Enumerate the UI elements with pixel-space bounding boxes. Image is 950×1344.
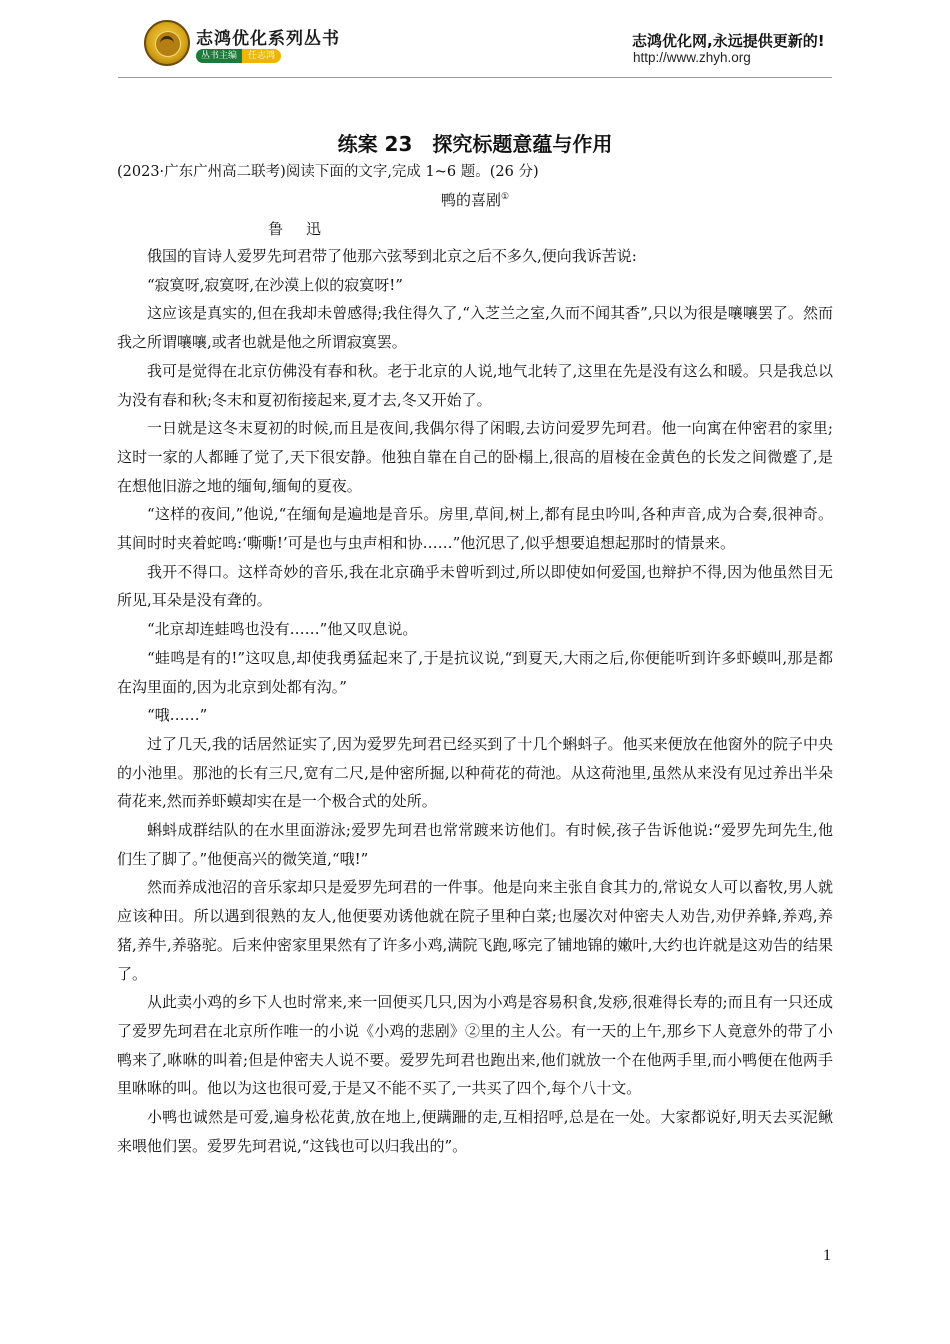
paragraph: 然而养成池沼的音乐家却只是爱罗先珂君的一件事。他是向来主张自食其力的,常说女人可以畜牧,男人就应该种田。所以遇到很熟的友人,他便要劝诱他就在院子里种白菜;也屡次对仲密夫人劝告,劝伊养蜂,养鸡,养猪,养牛,养骆驼。后来仲密家里果然有了许多小鸡,满院飞跑,啄完了铺地锦的嫩叶,大约也许就是这劝告的结果了。 <box>117 878 833 983</box>
editor-label: 丛书主编 <box>196 49 242 63</box>
exercise-title: 练案 23 探究标题意蕴与作用 <box>337 132 613 156</box>
article-author: 鲁 迅 <box>268 220 326 238</box>
article-title-footnote-marker: ① <box>500 192 510 202</box>
paragraph: 从此卖小鸡的乡下人也时常来,来一回便买几只,因为小鸡是容易积食,发痧,很难得长寿的;而且有一只还成了爱罗先珂君在北京所作唯一的小说《小鸡的悲剧》②里的主人公。有一天的上午,那乡下人竟意外的带了小鸭来了,咻咻的叫着;但是仲密夫人说不要。爱罗先珂君也跑出来,他们就放一个在他两手里,而小鸭便在他两手里咻咻的叫。他以为这也很可爱,于是又不能不买了,一共买了四个,每个八十文。 <box>117 993 833 1098</box>
article-title-text: 鸭的喜剧 <box>440 191 501 209</box>
paragraph: 这应该是真实的,但在我却未曾感得;我住得久了,“入芝兰之室,久而不闻其香”,只以为很是嚷嚷罢了。然而我之所谓嚷嚷,或者也就是他之所谓寂寞罢。 <box>117 304 833 352</box>
paragraph: “蛙鸣是有的!”这叹息,却使我勇猛起来了,于是抗议说,“到夏天,大雨之后,你便能听到许多虾蟆叫,那是都在沟里面的,因为北京到处都有沟。” <box>117 648 833 696</box>
paragraph: 我开不得口。这样奇妙的音乐,我在北京确乎未曾听到过,所以即使如何爱国,也辩护不得,因为他虽然目无所见,耳朵是没有聋的。 <box>117 562 833 610</box>
page-number: 1 <box>823 1247 831 1264</box>
site-url: http://www.zhyh.org <box>633 50 751 65</box>
header-slogan: 志鸿优化网,永远提供更新的! <box>632 32 825 50</box>
paragraph: “这样的夜间,”他说,“在缅甸是遍地是音乐。房里,草间,树上,都有昆虫吟叫,各种声音,成为合奏,很神奇。其间时时夹着蛇鸣:‘嘶嘶!’可是也与虫声相和协……”他沉思了,似乎想要追想起那时的情景来。 <box>117 505 833 553</box>
editor-bar <box>196 49 281 63</box>
article-body <box>117 242 833 1161</box>
zhihong-logo-icon <box>144 20 190 66</box>
paragraph: 蝌蚪成群结队的在水里面游泳;爱罗先珂君也常常踱来访他们。有时候,孩子告诉他说:“爱罗先珂先生,他们生了脚了。”他便高兴的微笑道,“哦!” <box>117 821 833 868</box>
paragraph: 我可是觉得在北京仿佛没有春和秋。老于北京的人说,地气北转了,这里在先是没有这么和暖。只是我总以为没有春和秋;冬末和夏初衔接起来,夏才去,冬又开始了。 <box>117 361 833 409</box>
paragraph: 俄国的盲诗人爱罗先珂君带了他那六弦琴到北京之后不多久,便向我诉苦说: <box>147 247 637 265</box>
paragraph: “哦……” <box>147 706 208 725</box>
header-divider <box>118 77 832 78</box>
series-title: 志鸿优化系列丛书 <box>196 29 340 49</box>
exercise-instruction: (2023·广东广州高二联考)阅读下面的文字,完成 1~6 题。(26 分) <box>117 164 539 180</box>
paragraph: 小鸭也诚然是可爱,遍身松花黄,放在地上,便蹒跚的走,互相招呼,总是在一处。大家都说好,明天去买泥鳅来喂他们罢。爱罗先珂君说,“这钱也可以归我出的”。 <box>117 1108 833 1155</box>
paragraph: “北京却连蛙鸣也没有……”他又叹息说。 <box>147 620 418 639</box>
paragraph: 过了几天,我的话居然证实了,因为爱罗先珂君已经买到了十几个蝌蚪子。他买来便放在他窗外的院子中央的小池里。那池的长有三尺,宽有二尺,是仲密所掘,以种荷花的荷池。从这荷池里,虽然从来没有见过养出半朵荷花来,然而养虾蟆却实在是一个极合式的处所。 <box>117 734 833 811</box>
editor-name: 任志鸿 <box>242 49 281 63</box>
page-header <box>0 0 950 100</box>
paragraph: 一日就是这冬末夏初的时候,而且是夜间,我偶尔得了闲暇,去访问爱罗先珂君。他一向寓在仲密君的家里;这时一家的人都睡了觉了,天下很安静。他独自靠在自己的卧榻上,很高的眉棱在金黄色的长发之间微蹙了,是在想他旧游之地的缅甸,缅甸的夏夜。 <box>117 419 833 495</box>
article-title <box>0 189 950 210</box>
paragraph: “寂寞呀,寂寞呀,在沙漠上似的寂寞呀!” <box>147 275 403 294</box>
